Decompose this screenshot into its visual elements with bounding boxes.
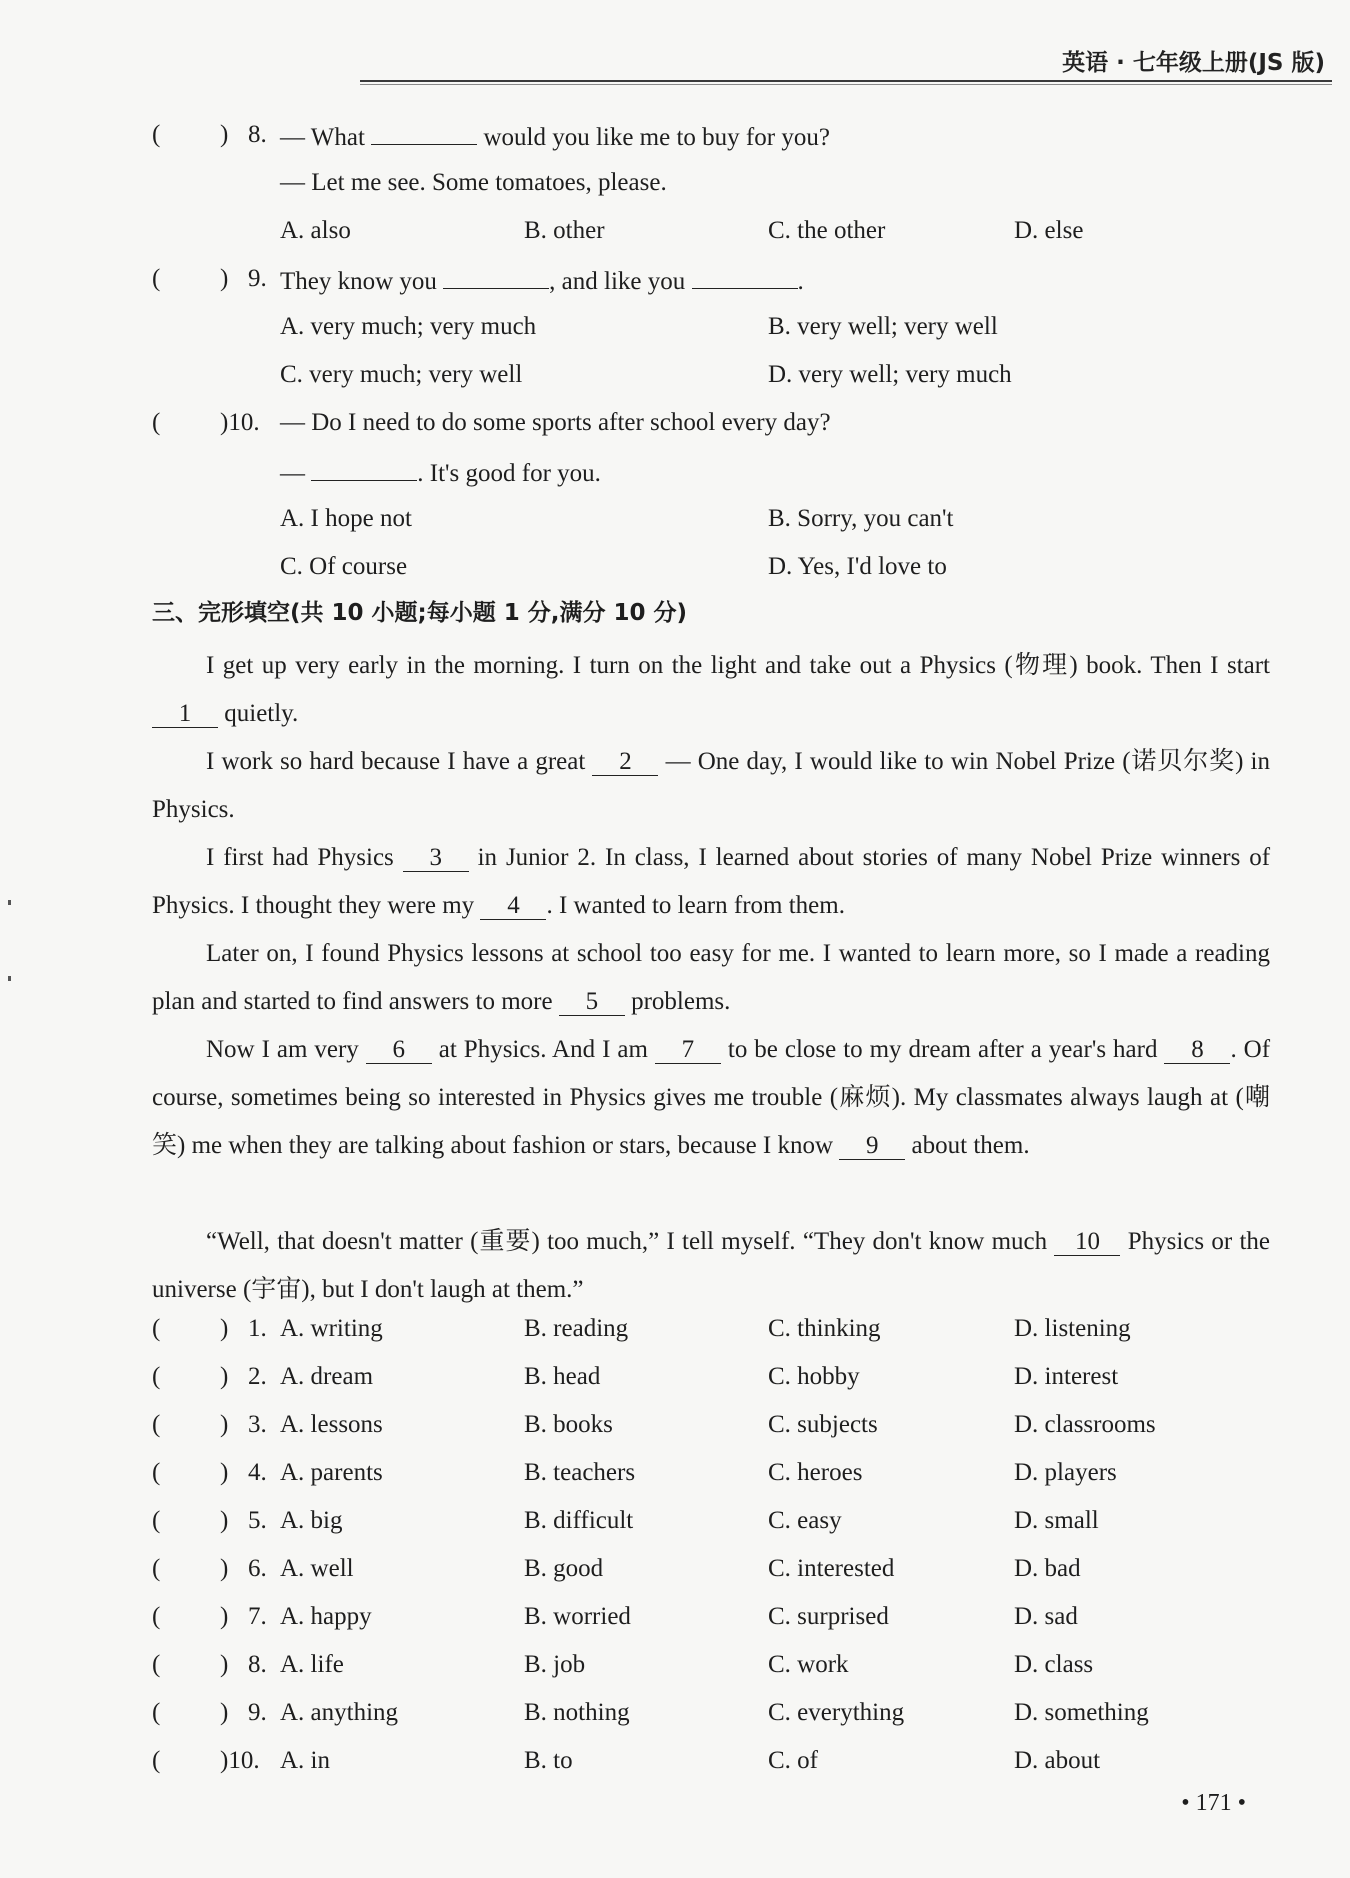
question-stem bbox=[280, 264, 804, 297]
passage-text: I get up very early in the morning. I turn on the light and take out a Physics (物理) book. Then I start bbox=[206, 652, 1270, 679]
option-b: B. reading bbox=[524, 1315, 629, 1342]
stem-text: They know you bbox=[280, 268, 437, 295]
passage-text: “Well, that doesn't matter (重要) too much,” I tell myself. “They don't know much bbox=[206, 1228, 1048, 1255]
question-number: 8. bbox=[248, 121, 267, 148]
option-a: A. in bbox=[280, 1747, 330, 1774]
answer-paren-close: ) bbox=[220, 121, 229, 148]
stem-text: — bbox=[280, 460, 305, 487]
answer-paren-open: ( bbox=[152, 121, 161, 148]
passage-paragraph-5 bbox=[152, 1026, 1270, 1170]
option-c: C. subjects bbox=[768, 1411, 878, 1438]
option-b: B. good bbox=[524, 1555, 604, 1582]
blank-9[interactable]: 9 bbox=[839, 1133, 905, 1160]
option-b: B. other bbox=[524, 217, 605, 244]
answer-paren-open[interactable]: ( bbox=[152, 1315, 161, 1342]
option-c: C. thinking bbox=[768, 1315, 881, 1342]
option-a: A. big bbox=[280, 1507, 343, 1534]
answer-paren-open[interactable]: ( bbox=[152, 1411, 161, 1438]
option-d: D. class bbox=[1014, 1651, 1094, 1678]
item-number: 5. bbox=[248, 1507, 267, 1534]
answer-paren-close: )10. bbox=[220, 1747, 260, 1774]
question-stem: — Do I need to do some sports after school every day? bbox=[280, 409, 831, 436]
option-a: A. happy bbox=[280, 1603, 372, 1630]
option-b: B. head bbox=[524, 1363, 601, 1390]
option-d: D. else bbox=[1014, 217, 1084, 244]
option-c: C. everything bbox=[768, 1699, 905, 1726]
item-number: 9. bbox=[248, 1699, 267, 1726]
stem-text: . It's good for you. bbox=[417, 460, 601, 487]
passage-text: quietly. bbox=[224, 700, 299, 727]
scan-mark bbox=[8, 976, 11, 981]
answer-paren-close: ) bbox=[220, 1363, 229, 1390]
blank-2[interactable]: 2 bbox=[592, 749, 658, 776]
item-number: 3. bbox=[248, 1411, 267, 1438]
passage-text: I first had Physics bbox=[206, 844, 394, 871]
passage-paragraph-6 bbox=[152, 1218, 1270, 1314]
option-c: C. work bbox=[768, 1651, 849, 1678]
option-c: C. heroes bbox=[768, 1459, 863, 1486]
option-d: D. bad bbox=[1014, 1555, 1081, 1582]
passage-paragraph-4 bbox=[152, 930, 1270, 1026]
option-a: A. life bbox=[280, 1651, 344, 1678]
option-d: D. something bbox=[1014, 1699, 1149, 1726]
option-c: C. easy bbox=[768, 1507, 842, 1534]
answer-paren-open[interactable]: ( bbox=[152, 1603, 161, 1630]
option-a: A. I hope not bbox=[280, 505, 412, 532]
item-number: 4. bbox=[248, 1459, 267, 1486]
passage-text: . Of course, sometimes being so interested in Physics gives me trouble (麻烦). My classmates always laugh at (嘲笑) me when they are talking about fashion or stars, because I know bbox=[152, 1036, 1271, 1159]
answer-paren-open[interactable]: ( bbox=[152, 1555, 161, 1582]
option-b: B. Sorry, you can't bbox=[768, 505, 954, 532]
question-response: — Let me see. Some tomatoes, please. bbox=[280, 169, 667, 196]
answer-paren-close: ) bbox=[220, 1315, 229, 1342]
option-d: D. about bbox=[1014, 1747, 1101, 1774]
blank-4[interactable]: 4 bbox=[480, 893, 546, 920]
option-d: D. sad bbox=[1014, 1603, 1078, 1630]
passage-text: — One day, I would like to win Nobel Prize (诺贝尔奖) in Physics. bbox=[152, 748, 1270, 823]
answer-paren-open[interactable]: ( bbox=[152, 1747, 161, 1774]
passage-text: in Junior 2. In class, I learned about stories of many Nobel Prize winners of Physics. I thought they were my bbox=[152, 844, 1271, 919]
answer-blank[interactable] bbox=[443, 264, 549, 289]
passage-text: at Physics. And I am bbox=[438, 1036, 648, 1063]
answer-paren-open[interactable]: ( bbox=[152, 1459, 161, 1486]
option-a: A. well bbox=[280, 1555, 354, 1582]
answer-paren-close: )10. bbox=[220, 409, 260, 436]
answer-paren-open[interactable]: ( bbox=[152, 1651, 161, 1678]
answer-paren-close: ) bbox=[220, 1603, 229, 1630]
scan-mark bbox=[8, 900, 11, 905]
answer-paren-open: ( bbox=[152, 409, 161, 436]
passage-text: Later on, I found Physics lessons at school too easy for me. I wanted to learn more, so I made a reading plan and started to find answers to more bbox=[152, 940, 1270, 1015]
blank-6[interactable]: 6 bbox=[366, 1037, 432, 1064]
item-number: 2. bbox=[248, 1363, 267, 1390]
item-number: 8. bbox=[248, 1651, 267, 1678]
answer-paren-open[interactable]: ( bbox=[152, 1363, 161, 1390]
passage-text: Now I am very bbox=[206, 1036, 359, 1063]
answer-paren-open: ( bbox=[152, 265, 161, 292]
header-rule-thin bbox=[360, 84, 1332, 85]
answer-blank[interactable] bbox=[692, 264, 798, 289]
passage-text: Physics or the universe (宇宙), but I don't laugh at them.” bbox=[152, 1228, 1271, 1303]
option-c: C. hobby bbox=[768, 1363, 860, 1390]
option-d: D. interest bbox=[1014, 1363, 1119, 1390]
blank-1[interactable]: 1 bbox=[152, 701, 218, 728]
option-c: C. the other bbox=[768, 217, 886, 244]
item-number: 6. bbox=[248, 1555, 267, 1582]
blank-3[interactable]: 3 bbox=[403, 845, 469, 872]
option-d: D. players bbox=[1014, 1459, 1117, 1486]
option-b: B. very well; very well bbox=[768, 313, 998, 340]
option-c: C. interested bbox=[768, 1555, 895, 1582]
option-a: A. writing bbox=[280, 1315, 383, 1342]
option-d: D. listening bbox=[1014, 1315, 1131, 1342]
passage-paragraph-1 bbox=[152, 642, 1270, 738]
option-d: D. small bbox=[1014, 1507, 1099, 1534]
answer-blank[interactable] bbox=[311, 456, 417, 481]
option-d: D. Yes, I'd love to bbox=[768, 553, 947, 580]
section-heading: 三、完形填空(共 10 小题;每小题 1 分,满分 10 分) bbox=[152, 600, 688, 626]
answer-paren-close: ) bbox=[220, 1411, 229, 1438]
passage-text: I work so hard because I have a great bbox=[206, 748, 586, 775]
option-d: D. classrooms bbox=[1014, 1411, 1156, 1438]
blank-5[interactable]: 5 bbox=[559, 989, 625, 1016]
stem-text: — What bbox=[280, 124, 365, 151]
option-a: A. lessons bbox=[280, 1411, 383, 1438]
item-number: 7. bbox=[248, 1603, 267, 1630]
answer-paren-open[interactable]: ( bbox=[152, 1699, 161, 1726]
option-b: B. nothing bbox=[524, 1699, 630, 1726]
option-b: B. difficult bbox=[524, 1507, 634, 1534]
option-c: C. surprised bbox=[768, 1603, 889, 1630]
answer-paren-close: ) bbox=[220, 265, 229, 292]
stem-text: . bbox=[797, 268, 804, 295]
option-b: B. teachers bbox=[524, 1459, 636, 1486]
answer-paren-close: ) bbox=[220, 1699, 229, 1726]
blank-10[interactable]: 10 bbox=[1054, 1229, 1120, 1256]
question-stem bbox=[280, 120, 830, 153]
option-a: A. dream bbox=[280, 1363, 374, 1390]
option-b: B. to bbox=[524, 1747, 573, 1774]
option-a: A. very much; very much bbox=[280, 313, 537, 340]
header-rule bbox=[360, 80, 1332, 82]
passage-paragraph-2 bbox=[152, 738, 1270, 834]
answer-paren-close: ) bbox=[220, 1459, 229, 1486]
option-c: C. of bbox=[768, 1747, 818, 1774]
option-c: C. Of course bbox=[280, 553, 408, 580]
passage-text: problems. bbox=[631, 988, 731, 1015]
book-title: 英语 · 七年级上册(JS 版) bbox=[1062, 50, 1325, 76]
answer-paren-close: ) bbox=[220, 1555, 229, 1582]
passage-paragraph-3 bbox=[152, 834, 1270, 930]
item-number: 1. bbox=[248, 1315, 267, 1342]
passage-text: . I wanted to learn from them. bbox=[546, 892, 845, 919]
passage-text: about them. bbox=[911, 1132, 1030, 1159]
option-a: A. anything bbox=[280, 1699, 399, 1726]
answer-paren-open[interactable]: ( bbox=[152, 1507, 161, 1534]
passage-text: to be close to my dream after a year's hard bbox=[727, 1036, 1158, 1063]
question-number: 9. bbox=[248, 265, 267, 292]
page-number: • 171 • bbox=[1181, 1790, 1246, 1816]
option-b: B. job bbox=[524, 1651, 586, 1678]
answer-paren-close: ) bbox=[220, 1507, 229, 1534]
stem-text: would you like me to buy for you? bbox=[483, 124, 830, 151]
option-a: A. parents bbox=[280, 1459, 383, 1486]
answer-blank[interactable] bbox=[371, 120, 477, 145]
question-response bbox=[280, 456, 601, 489]
option-b: B. books bbox=[524, 1411, 613, 1438]
option-a: A. also bbox=[280, 217, 351, 244]
blank-8[interactable]: 8 bbox=[1164, 1037, 1230, 1064]
option-b: B. worried bbox=[524, 1603, 631, 1630]
blank-7[interactable]: 7 bbox=[655, 1037, 721, 1064]
stem-text: , and like you bbox=[549, 268, 686, 295]
option-d: D. very well; very much bbox=[768, 361, 1012, 388]
answer-paren-close: ) bbox=[220, 1651, 229, 1678]
option-c: C. very much; very well bbox=[280, 361, 523, 388]
